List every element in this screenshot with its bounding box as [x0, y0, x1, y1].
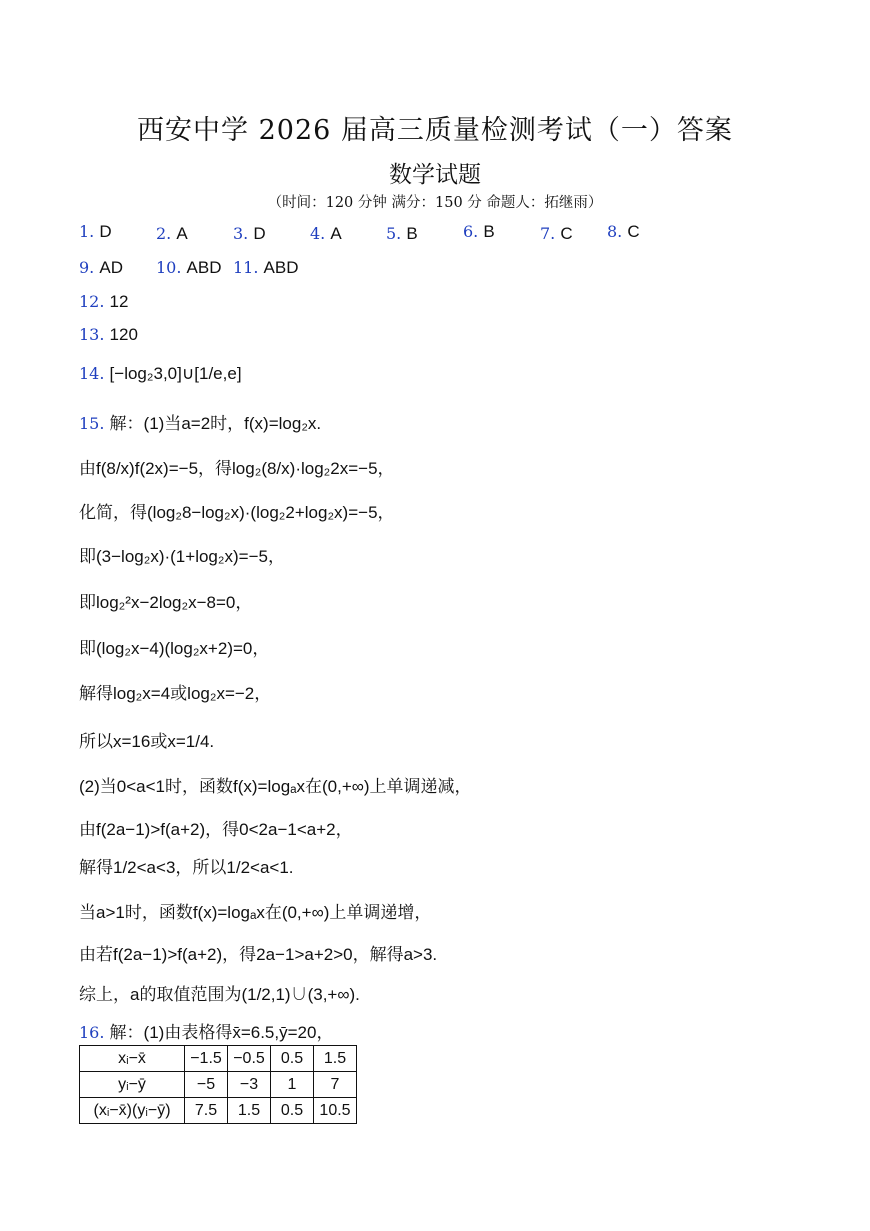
q15-line-7: [79, 679, 271, 704]
question-number: 13.: [79, 325, 105, 344]
q15-line-13: [79, 940, 437, 965]
answer-value: D: [253, 224, 266, 243]
table-cell: −1.5: [185, 1046, 228, 1072]
fill-answer-12: [79, 292, 128, 312]
mc-answer-11: [233, 258, 299, 278]
question-number: 11.: [233, 258, 259, 277]
solution-text: 解：(1)由表格得x̄=6.5,ȳ=20，: [109, 1023, 334, 1042]
fill-answer-13: [79, 325, 138, 345]
row-header: (xᵢ−x̄)(yᵢ−ȳ): [80, 1098, 185, 1124]
mc-answer-8: [607, 222, 640, 242]
q15-line-9: [79, 772, 472, 797]
question-number: 6.: [463, 222, 479, 241]
table-cell: −5: [185, 1072, 228, 1098]
table-cell: 1.5: [314, 1046, 357, 1072]
page-title: 西安中学 2026 届高三质量检测考试（一）答案: [137, 115, 733, 146]
question-number: 15.: [79, 414, 105, 433]
mc-answer-9: [79, 258, 123, 278]
table-cell: 7.5: [185, 1098, 228, 1124]
question-number: 1.: [79, 222, 95, 241]
mc-answer-7: [540, 224, 573, 244]
q15-line-12: [79, 898, 431, 923]
solution-text: 即log₂²x−2log₂x−8=0，: [79, 593, 253, 612]
mc-answer-10: [156, 258, 222, 278]
question-number: 14.: [79, 364, 105, 383]
row-header: yᵢ−ȳ: [80, 1072, 185, 1098]
answer-value: C: [627, 222, 640, 241]
table-row: [80, 1072, 357, 1098]
row-header: xᵢ−x̄: [80, 1046, 185, 1072]
solution-text: 由f(2a−1)>f(a+2)，得0<2a−1<a+2，: [79, 820, 353, 839]
solution-text: 综上，a的取值范围为(1/2,1)∪(3,+∞).: [79, 985, 360, 1004]
q15-line-3: [79, 498, 395, 523]
page-subtitle: 数学试题: [389, 162, 481, 188]
answer-value: [−log₂3,0]∪[1/e,e]: [109, 364, 242, 383]
question-number: 7.: [540, 224, 556, 243]
q15-line-11: [79, 853, 294, 878]
q15-line-10: [79, 815, 353, 840]
solution-text: 所以x=16或x=1/4.: [79, 732, 215, 751]
table-row: [80, 1046, 357, 1072]
answer-value: 120: [109, 325, 138, 344]
question-number: 8.: [607, 222, 623, 241]
q15-line-5: [79, 588, 252, 613]
table-cell: 7: [314, 1072, 357, 1098]
deviation-table: [79, 1045, 357, 1124]
mc-answer-6: [463, 222, 495, 242]
table-cell: 1.5: [228, 1098, 271, 1124]
q16-intro: [79, 1018, 333, 1043]
solution-text: 解得1/2<a<3，所以1/2<a<1.: [79, 858, 294, 877]
table-cell: 0.5: [271, 1098, 314, 1124]
solution-text: 由f(8/x)f(2x)=−5，得log₂(8/x)·log₂2x=−5，: [79, 459, 395, 478]
question-number: 12.: [79, 292, 105, 311]
answer-value: AD: [99, 258, 123, 277]
answer-value: C: [560, 224, 573, 243]
answer-value: A: [176, 224, 188, 243]
question-number: 9.: [79, 258, 95, 277]
answer-value: 12: [109, 292, 129, 311]
question-number: 10.: [156, 258, 182, 277]
answer-value: ABD: [186, 258, 222, 277]
table-cell: −3: [228, 1072, 271, 1098]
solution-text: 当a>1时，函数f(x)=logₐx在(0,+∞)上单调递增，: [79, 903, 432, 922]
answer-value: ABD: [263, 258, 299, 277]
q15-line-8: [79, 727, 214, 752]
fill-answer-14: [79, 364, 242, 384]
answer-value: B: [483, 222, 495, 241]
mc-answer-2: [156, 224, 188, 244]
answer-value: A: [330, 224, 342, 243]
q15-line-1: [79, 409, 321, 434]
answer-value: B: [406, 224, 418, 243]
solution-text: 化简，得(log₂8−log₂x)·(log₂2+log₂x)=−5，: [79, 503, 395, 522]
solution-text: 即(log₂x−4)(log₂x+2)=0，: [79, 639, 270, 658]
q15-line-2: [79, 454, 395, 479]
solution-text: 即(3−log₂x)·(1+log₂x)=−5，: [79, 547, 285, 566]
q15-line-6: [79, 634, 269, 659]
table-row: [80, 1098, 357, 1124]
table-cell: 0.5: [271, 1046, 314, 1072]
mc-answer-3: [233, 224, 266, 244]
table-cell: 10.5: [314, 1098, 357, 1124]
solution-text: (2)当0<a<1时，函数f(x)=logₐx在(0,+∞)上单调递减，: [79, 777, 472, 796]
question-number: 2.: [156, 224, 172, 243]
question-number: 4.: [310, 224, 326, 243]
solution-text: 由若f(2a−1)>f(a+2)，得2a−1>a+2>0，解得a>3.: [79, 945, 438, 964]
q15-line-4: [79, 542, 285, 567]
solution-text: 解得log₂x=4或log₂x=−2，: [79, 684, 272, 703]
mc-answer-4: [310, 224, 342, 244]
exam-meta: （时间：120 分钟 满分：150 分 命题人：拓继雨）: [267, 195, 603, 211]
table-cell: −0.5: [228, 1046, 271, 1072]
question-number: 16.: [79, 1023, 105, 1042]
question-number: 3.: [233, 224, 249, 243]
mc-answer-1: [79, 222, 112, 242]
solution-text: 解：(1)当a=2时，f(x)=log₂x.: [109, 414, 322, 433]
answer-value: D: [99, 222, 112, 241]
question-number: 5.: [386, 224, 402, 243]
table-cell: 1: [271, 1072, 314, 1098]
mc-answer-5: [386, 224, 418, 244]
q15-line-14: [79, 980, 360, 1005]
